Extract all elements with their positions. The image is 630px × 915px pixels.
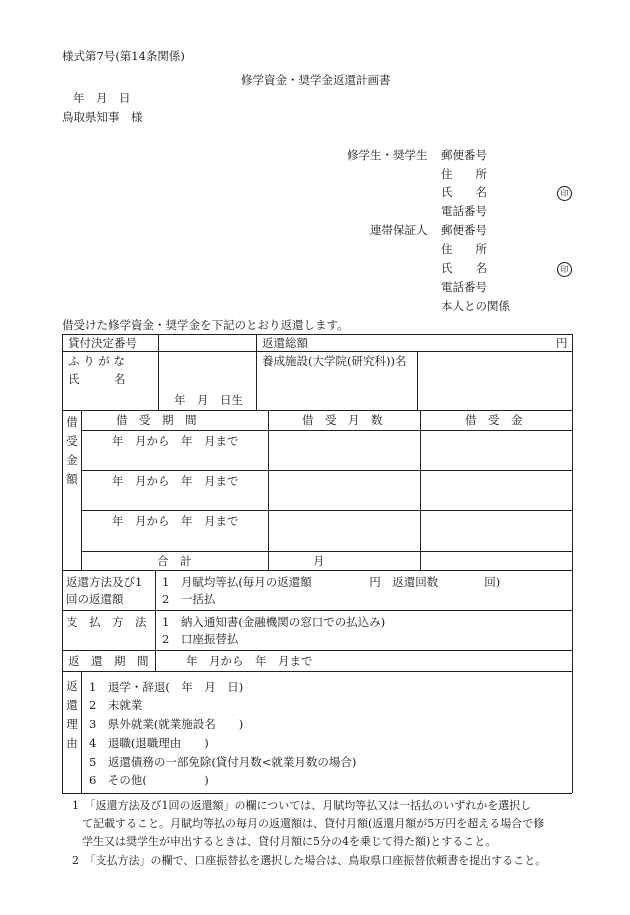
note-1-line-1: 1 「返還方法及び1回の返還額」の欄については、月賦均等払又は一括払のいずれかを選択し <box>72 799 532 812</box>
total-label: 合 計 <box>157 554 192 568</box>
applicant-postal-label: 郵便番号 <box>441 148 487 162</box>
grid-line <box>62 334 63 793</box>
applicant-seal-mark: 印 <box>557 184 572 201</box>
grid-line <box>158 334 159 410</box>
intro-text: 借受けた修学資金・奨学金を下記のとおり返還します。 <box>62 318 349 332</box>
grid-line <box>268 410 269 570</box>
guarantor-role-label: 連帯保証人 <box>370 223 428 237</box>
repayment-period-value: 年 月から 年 月まで <box>186 654 313 668</box>
repayment-reason-vertical-label: 返還理由 <box>66 679 78 750</box>
grid-line <box>81 551 572 552</box>
addressee: 鳥取県知事 様 <box>62 110 143 124</box>
loan-amount-header: 借 受 金 <box>465 413 523 427</box>
grid-line <box>62 351 572 352</box>
guarantor-relation-label: 本人との関係 <box>441 299 510 313</box>
method-option-monthly: 1 月賦均等払(毎月の返還額 円 返還回数 回) <box>162 575 501 589</box>
repayment-period-label: 返 還 期 間 <box>68 654 149 668</box>
grid-line <box>62 793 572 794</box>
guarantor-phone-label: 電話番号 <box>441 280 487 294</box>
loan-months-header: 借 受 月 数 <box>302 413 383 427</box>
grid-line <box>62 610 572 611</box>
total-repayment-label: 返還総額 <box>262 336 308 350</box>
grid-line <box>62 671 572 672</box>
birth-date-label: 年 月 日生 <box>174 393 243 407</box>
reason-item-4: 4 退職(退職理由 ) <box>89 736 209 750</box>
full-name-label: 氏 名 <box>68 372 126 386</box>
grid-line <box>81 671 82 793</box>
institution-label: 養成施設(大学院(研究科))名 <box>262 354 407 368</box>
total-repayment-yen: 円 <box>556 336 568 350</box>
loan-period-row-3: 年 月から 年 月まで <box>112 514 239 528</box>
reason-item-5: 5 返還債務の一部免除(貸付月数<就業月数の場合) <box>89 755 357 769</box>
guarantor-address-label: 住 所 <box>441 242 487 256</box>
applicant-name-label: 氏 名 <box>441 185 487 199</box>
document-title: 修学資金・奨学金返還計画書 <box>241 73 391 87</box>
grid-line <box>420 410 421 570</box>
grid-line <box>81 410 82 570</box>
note-1-line-2: て記載すること。月賦均等払の毎月の返還額は、貸付月額(返還月額が5万円を超える場合で修 <box>82 817 545 830</box>
grid-line <box>62 650 572 651</box>
grid-line <box>62 410 572 411</box>
reason-item-6: 6 その他( ) <box>89 773 209 787</box>
grid-line <box>155 570 156 671</box>
repayment-method-label-line1: 返還方法及び1 <box>66 575 143 589</box>
date-line: 年 月 日 <box>73 91 131 105</box>
applicant-role-label: 修学生・奨学生 <box>347 148 428 162</box>
grid-line <box>62 334 572 335</box>
grid-line <box>572 334 573 793</box>
loan-amount-vertical-label: 借受金額 <box>66 415 78 486</box>
loan-period-header: 借 受 期 間 <box>116 413 197 427</box>
grid-line <box>81 510 572 511</box>
payment-option-transfer: 2 口座振替払 <box>162 632 239 646</box>
grid-line <box>81 470 572 471</box>
reason-item-1: 1 退学・辞退( 年 月 日) <box>89 680 244 694</box>
applicant-phone-label: 電話番号 <box>441 204 487 218</box>
payment-option-notice: 1 納入通知書(金融機関の窓口での払込み) <box>162 615 386 629</box>
loan-decision-number-label: 貸付決定番号 <box>68 336 137 350</box>
grid-line <box>62 570 572 571</box>
reason-item-3: 3 県外就業(就業施設名 ) <box>89 717 244 731</box>
loan-period-row-2: 年 月から 年 月まで <box>112 474 239 488</box>
loan-period-row-1: 年 月から 年 月まで <box>112 434 239 448</box>
grid-line <box>256 334 257 410</box>
furigana-label: ふ り が な <box>68 354 125 368</box>
grid-line <box>81 430 572 431</box>
guarantor-postal-label: 郵便番号 <box>441 223 487 237</box>
method-option-lump-sum: 2 一括払 <box>162 592 216 606</box>
payment-method-label: 支 払 方 法 <box>66 615 147 629</box>
grid-line <box>417 351 418 410</box>
total-months-unit: 月 <box>313 554 325 568</box>
reason-item-2: 2 未就業 <box>89 698 143 712</box>
applicant-address-label: 住 所 <box>441 167 487 181</box>
note-2: 2 「支払方法」の欄で、口座振替払を選択した場合は、鳥取県口座振替依頼書を提出すること。 <box>72 854 547 867</box>
repayment-method-label-line2: 回の返還額 <box>66 592 124 606</box>
guarantor-seal-mark: 印 <box>557 260 572 277</box>
note-1-line-3: 学生又は奨学生が申出するときは、貸付月額に5分の4を乗じて得た額)とすること。 <box>82 835 497 848</box>
form-number: 様式第7号(第14条関係) <box>62 49 185 63</box>
guarantor-name-label: 氏 名 <box>441 261 487 275</box>
